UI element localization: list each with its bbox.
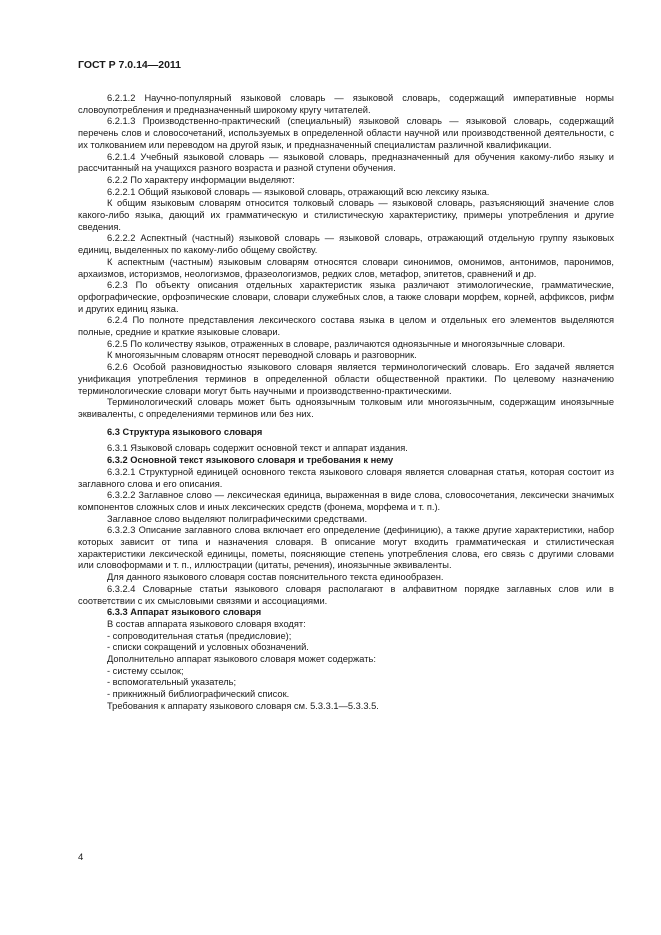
paragraph: 6.3.2.2 Заглавное слово — лексическая единица, выраженная в виде слова, словосочетания, лексически значимых компонентов сложных слов и иных лексических средств (фонема, морфема и т. п.). [78, 490, 614, 512]
paragraph: 6.2.2.2 Аспектный (частный) языковой словарь — языковой словарь, отражающий отдельную группу языковых единиц, выделенных по какому-либо общему свойству. [78, 233, 614, 256]
paragraph: 6.3.2.3 Описание заглавного слова включает его определение (дефиницию), а также другие характеристики, набор которых зависит от типа и назначения словаря. В описание могут входить грамматическая и стилистическая характеристики лексической единицы, пометы, поясняющие степень употребления слова, его связь с другими словами или словоформами и т. п., иллюстрации (цитаты, речения), иноязычные эквиваленты. [78, 525, 614, 571]
paragraph: Терминологический словарь может быть одноязычным толковым или многоязычным, содержащим иноязычные эквиваленты, с определениями терминов или без них. [78, 397, 614, 419]
paragraph: 6.2.6 Особой разновидностью языкового словаря является терминологический словарь. Его задачей является унификация употребления терминов в определенной области общественной практики. По целевому назначению терминологические словари могут быть научными и производственно-практическими. [78, 362, 614, 396]
paragraph: - вспомогательный указатель; [107, 677, 237, 688]
section-heading: 6.3 Структура языкового словаря [107, 426, 263, 437]
paragraph: 6.3.2.1 Структурной единицей основного текста языкового словаря является словарная статья, которая состоит из заглавного слова и его описания. [78, 466, 614, 489]
document-header: ГОСТ Р 7.0.14—2011 [78, 59, 182, 71]
page-number: 4 [78, 852, 84, 863]
paragraph: 6.2.2 По характеру информации выделяют: [107, 174, 295, 185]
paragraph: - сопроводительная статья (предисловие); [107, 630, 292, 641]
paragraph: - систему ссылок; [107, 665, 184, 676]
paragraph: В состав аппарата языкового словаря входят: [107, 618, 306, 629]
paragraph: 6.2.1.3 Производственно-практический (специальный) языковой словарь — языковой словарь, содержащий перечень слов и словосочетаний, используемых в определенной области научной или производственной деятельности, с их толкованием или переводом на другой язык, и предназначенный специалистам различной квалификации. [78, 116, 614, 150]
paragraph: 6.2.5 По количеству языков, отраженных в словаре, различаются одноязычные и многоязычные словари. [107, 338, 566, 349]
paragraph: 6.2.4 По полноте представления лексического состава языка в целом и отдельных его элементов выделяются полные, средние и краткие языковые словари. [78, 315, 614, 338]
paragraph: Требования к аппарату языкового словаря см. 5.3.3.1—5.3.3.5. [107, 700, 379, 711]
paragraph: - списки сокращений и условных обозначений. [107, 642, 309, 653]
paragraph: К многоязычным словарям относят переводной словарь и разговорник. [107, 350, 417, 361]
paragraph: - прикнижный библиографический список. [107, 689, 290, 700]
paragraph: К общим языковым словарям относится толковый словарь — языковой словарь, разъясняющий значение слов какого-либо языка, дающий их грамматическую и стилистическую характеристику, примеры употребления и другие сведения. [78, 198, 614, 232]
paragraph: Для данного языкового словаря состав пояснительного текста единообразен. [107, 572, 444, 583]
paragraph: 6.2.3 По объекту описания отдельных характеристик языка различают этимологические, грамматические, орфографические, орфоэпические словари, словари служебных слов, а также словари морфем, корней, аффиксов, рифм и других единиц языка. [78, 280, 614, 314]
paragraph: 6.2.2.1 Общий языковой словарь — языковой словарь, отражающий всю лексику языка. [107, 186, 490, 197]
paragraph: 6.2.1.4 Учебный языковой словарь — языковой словарь, предназначенный для обучения какому-либо языку и рассчитанный на учащихся разного возраста и разной ступени обучения. [78, 151, 614, 174]
paragraph: Дополнительно аппарат языкового словаря может содержать: [107, 654, 376, 665]
section-heading: 6.3.2 Основной текст языкового словаря и требования к нему [107, 455, 394, 466]
paragraph: 6.3.2.4 Словарные статьи языкового словаря располагают в алфавитном порядке заглавных слов или в соответствии с их смысловыми связями и ассоциациями. [78, 583, 614, 606]
paragraph: К аспектным (частным) языковым словарям относятся словари синонимов, омонимов, антонимов, паронимов, архаизмов, историзмов, неологизмов, фразеологизмов, редких слов, метафор, эпитетов, сравнений и др. [78, 256, 614, 279]
paragraph: 6.3.1 Языковой словарь содержит основной текст и аппарат издания. [107, 443, 408, 454]
document-body [78, 93, 614, 713]
paragraph: 6.2.1.2 Научно-популярный языковой словарь — языковой словарь, содержащий императивные нормы словоупотребления и предназначенный широкому кругу читателей. [78, 93, 614, 115]
section-heading: 6.3.3 Аппарат языкового словаря [107, 607, 262, 618]
paragraph: Заглавное слово выделяют полиграфическими средствами. [107, 513, 368, 524]
